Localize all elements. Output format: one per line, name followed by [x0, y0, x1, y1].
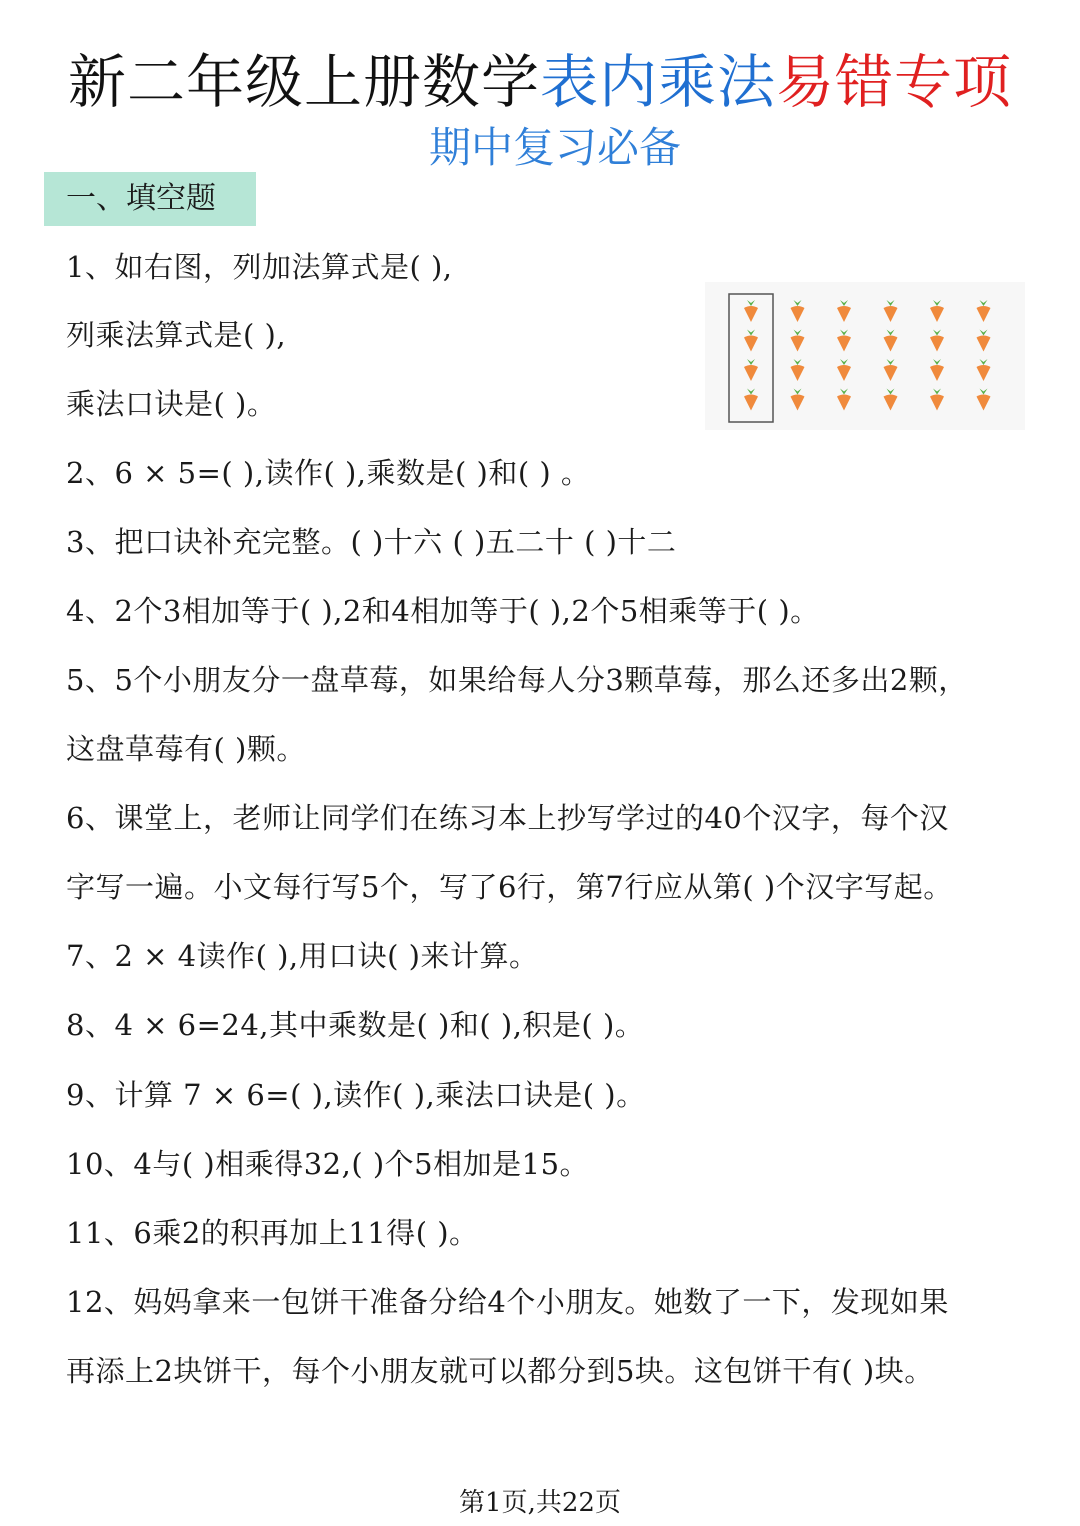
carrot-icon — [791, 389, 805, 411]
carrot-icon — [744, 330, 758, 352]
section-header: 一、填空题 — [44, 172, 256, 226]
carrot-icon — [791, 330, 805, 352]
carrot-icon — [791, 300, 805, 322]
page-title — [0, 46, 1080, 118]
carrot-icon — [884, 300, 898, 322]
carrot-icon — [837, 359, 851, 381]
carrot-icon — [977, 300, 991, 322]
question-11: 11、6乘2的积再加上11得( )。 — [66, 1216, 479, 1250]
question-9: 9、计算 7 × 6=( ),读作( ),乘法口诀是( )。 — [66, 1078, 646, 1112]
question-5-line-2: 这盘草莓有( )颗。 — [66, 732, 306, 766]
carrot-icon — [837, 300, 851, 322]
carrot-icon — [930, 359, 944, 381]
title-part-black: 新二年级上册数学 — [67, 48, 540, 116]
question-12-line-2: 再添上2块饼干，每个小朋友就可以都分到5块。这包饼干有( )块。 — [66, 1354, 934, 1388]
question-1-line-2: 列乘法算式是( ), — [66, 318, 287, 352]
title-part-blue: 表内乘法 — [539, 48, 776, 116]
carrot-icon — [884, 359, 898, 381]
carrot-icon — [930, 389, 944, 411]
question-6-line-2: 字写一遍。小文每行写5个，写了6行，第7行应从第( )个汉字写起。 — [66, 870, 953, 904]
page-footer: 第1页,共22页 — [459, 1488, 621, 1518]
carrot-icon — [930, 300, 944, 322]
carrot-icon — [884, 389, 898, 411]
carrot-icon — [837, 389, 851, 411]
question-4: 4、2个3相加等于( ),2和4相加等于( ),2个5相乘等于( )。 — [66, 594, 820, 628]
carrot-icon — [977, 359, 991, 381]
question-2: 2、6 × 5=( ),读作( ),乘数是( )和( ) 。 — [66, 456, 591, 490]
carrot-icon — [744, 300, 758, 322]
question-7: 7、2 × 4读作( ),用口诀( )来计算。 — [66, 939, 539, 973]
question-6-line-1: 6、课堂上，老师让同学们在练习本上抄写学过的40个汉字，每个汉 — [66, 801, 949, 835]
carrot-icon — [791, 359, 805, 381]
carrot-array — [705, 282, 1025, 430]
carrot-icon — [977, 330, 991, 352]
question-10: 10、4与( )相乘得32,( )个5相加是15。 — [66, 1147, 590, 1181]
question-8: 8、4 × 6=24,其中乘数是( )和( ),积是( )。 — [66, 1008, 645, 1042]
carrot-icon — [930, 330, 944, 352]
question-12-line-1: 12、妈妈拿来一包饼干准备分给4个小朋友。她数了一下，发现如果 — [66, 1285, 949, 1319]
carrot-icon — [744, 389, 758, 411]
carrot-icon — [744, 359, 758, 381]
question-3: 3、把口诀补充完整。( )十六 ( )五二十 ( )十二 — [66, 525, 677, 559]
question-5-line-1: 5、5个小朋友分一盘草莓，如果给每人分3颗草莓，那么还多出2颗， — [66, 663, 968, 697]
carrot-icon — [837, 330, 851, 352]
question-1-line-1: 1、如右图，列加法算式是( ), — [66, 250, 453, 284]
title-part-red: 易错专项 — [776, 48, 1013, 116]
page-subtitle: 期中复习必备 — [428, 123, 681, 172]
question-1-line-3: 乘法口诀是( )。 — [66, 387, 277, 421]
carrot-icon — [977, 389, 991, 411]
carrot-figure — [705, 282, 1025, 430]
carrot-icon — [884, 330, 898, 352]
